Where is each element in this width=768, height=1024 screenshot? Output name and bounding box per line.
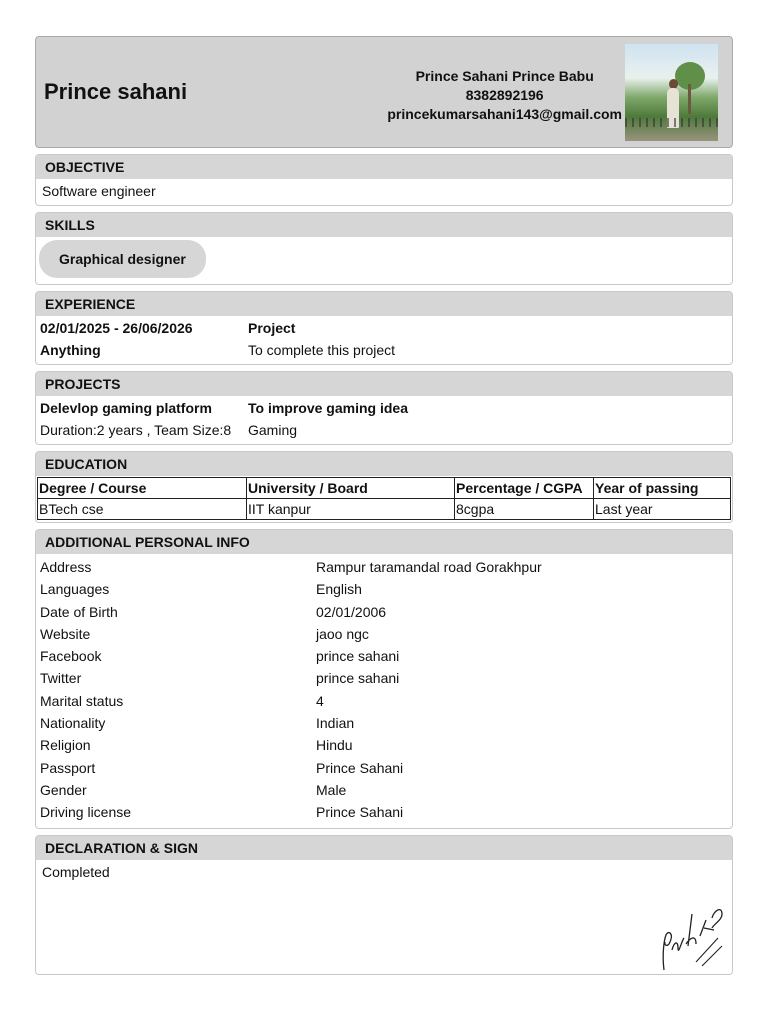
personal-info-section [35,529,733,829]
section-title: EXPERIENCE [36,292,732,316]
section-title: OBJECTIVE [36,155,732,179]
contact-block [387,67,622,124]
column-header: Percentage / CGPA [455,478,594,499]
declaration-text: Completed [42,863,110,880]
column-header: University / Board [247,478,455,499]
table-cell: IIT kanpur [247,499,455,520]
info-label: Facebook [40,648,102,665]
full-name: Prince Sahani Prince Babu [415,68,594,84]
table-cell: 8cgpa [455,499,594,520]
resume-sheet [35,36,733,975]
declaration-body [36,860,732,974]
project-name: Delevlop gaming platform [40,400,212,416]
table-cell: Last year [594,499,731,520]
section-title: ADDITIONAL PERSONAL INFO [36,530,732,554]
project-meta: Duration:2 years , Team Size:8 [40,422,232,438]
info-value: Prince Sahani [316,804,404,821]
info-value: Male [316,781,347,798]
section-title: DECLARATION & SIGN [36,836,732,860]
info-label: Marital status [40,692,124,709]
experience-entry [36,316,732,364]
experience-description: To complete this project [248,342,396,358]
table-row [38,499,731,520]
profile-photo [625,44,718,141]
info-label: Date of Birth [40,603,118,620]
info-value: English [316,581,362,598]
projects-section [35,371,733,445]
table-header-row [38,478,731,499]
info-label: Driving license [40,804,132,821]
project-entry [36,396,732,444]
table-cell: BTech cse [38,499,247,520]
experience-section [35,291,733,365]
experience-role: Project [248,320,296,336]
experience-company: Anything [40,342,101,358]
phone-number: 8382892196 [465,87,544,103]
info-value: Indian [316,715,355,732]
email-address: princekumarsahani143@gmail.com [387,106,622,122]
info-label: Nationality [40,715,106,732]
objective-section [35,154,733,206]
info-value: Rampur taramandal road Gorakhpur [316,559,542,575]
declaration-section [35,835,733,975]
info-value: 02/01/2006 [316,603,387,620]
project-category: Gaming [248,422,298,438]
candidate-name: Prince sahani [44,79,188,104]
section-title: PROJECTS [36,372,732,396]
info-label: Religion [40,737,91,754]
resume-header [35,36,733,148]
section-title: SKILLS [36,213,732,237]
info-label: Address [40,559,92,575]
personal-info-list [36,554,732,828]
skills-section [35,212,733,285]
info-value: prince sahani [316,670,400,687]
education-section [35,451,733,523]
column-header: Degree / Course [38,478,247,499]
education-table [37,477,731,520]
info-value: 4 [316,692,324,709]
info-label: Passport [40,759,96,776]
skill-chip: Graphical designer [39,240,206,278]
experience-period: 02/01/2025 - 26/06/2026 [40,320,193,336]
info-label: Gender [40,781,87,798]
section-title: EDUCATION [36,452,732,476]
info-value: Hindu [316,737,353,754]
column-header: Year of passing [594,478,731,499]
info-label: Website [40,625,91,642]
info-value: Prince Sahani [316,759,404,776]
info-value: prince sahani [316,648,400,665]
project-goal: To improve gaming idea [248,400,408,416]
info-label: Languages [40,581,110,598]
info-value: jaoo ngc [316,625,369,642]
info-label: Twitter [40,670,82,687]
signature-image [656,900,726,974]
objective-text: Software engineer [42,183,156,199]
